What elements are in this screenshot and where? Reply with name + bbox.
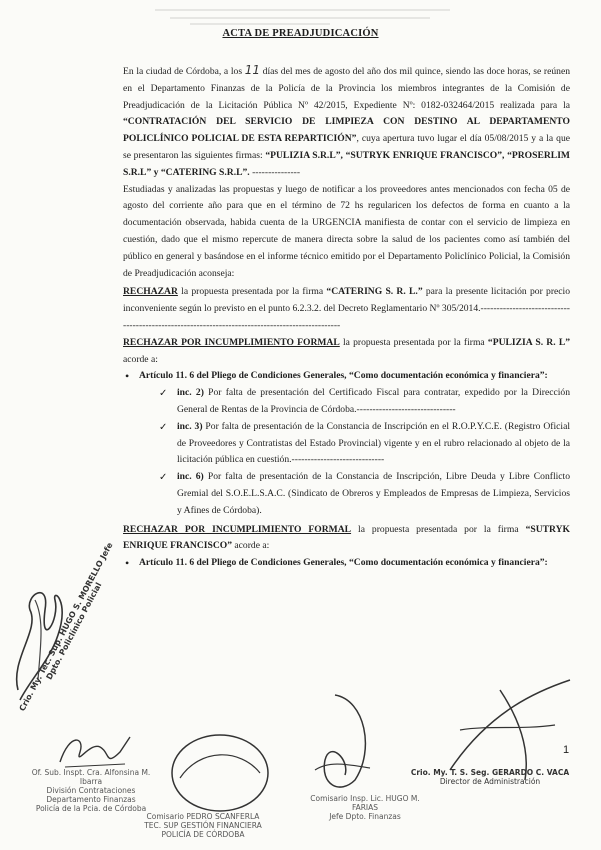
- paragraph-reject-pulizia: RECHAZAR POR INCUMPLIMIENTO FORMAL la propuesta presentada por la firma “PULIZIA S. R. L” acorde a:: [123, 336, 571, 365]
- stamp-vaca: Crio. My. T. S. Seg. GERARDO C. VACA Director de Administración: [410, 768, 570, 786]
- bleed-through-text: [150, 4, 470, 28]
- paragraph-analysis: Estudiadas y analizadas las propuestas y luego de notificar a los proveedores antes mencionados con fecha 05 de agosto del corriente año para que en el término de 72 hs regularicen los defectos de forma en cuanto a la documentación observada, habida cuenta de la URGENCIA manifiesta de contar con el servicio de limpieza en cuestión, dado que el mismo repercute de manera directa sobre la salud de los pacientes como así también del público en general y basándose en el informe técnico emitido por el Departamento Policlínico Policial, la Comisión de Preadjudicación aconseja:: [123, 183, 570, 279]
- checkmark-icon: ✓: [159, 388, 168, 400]
- document-title: ACTA DE PREADJUDICACIÓN: [222, 28, 379, 39]
- checkmark-icon: ✓: [159, 472, 168, 484]
- signature-2: [160, 718, 280, 818]
- paragraph-reject-catering: RECHAZAR la propuesta presentada por la firma “CATERING S. R. L.” para la presente licitación por precio inconveniente según lo previsto en el punto 6.2.3.2. del Decreto Reglamentario Nº 305/2014.------------------------------------------------------------------------------------------------: [123, 286, 570, 331]
- stamp-contrataciones: Of. Sub. Inspt. Cra. Alfonsina M. Ibarra División Contrataciones Departamento Finanzas Policía de la Pcia. de Córdoba: [31, 768, 151, 813]
- checkmark-icon: ✓: [159, 421, 168, 433]
- incisos-list: [139, 385, 570, 519]
- stamp-scanferla: Comisario PEDRO SCANFERLA TEC. SUP GESTIÓN FINANCIERA POLICÍA DE CÓRDOBA: [144, 812, 262, 839]
- signature-3: [295, 690, 395, 800]
- article-list-pulizia: [123, 368, 570, 519]
- document-body: [123, 62, 570, 572]
- list-item: ✓ inc. 6) Por falta de presentación de la Constancia de Inscripción, Libre Deuda y Libre Conflicto Gremial del S.O.E.L.S.A.C. (Sindicato de Obreros y Empleados de Empresas de Limpieza, Servicios y Afines de Córdoba).: [159, 471, 570, 516]
- paragraph-reject-sutryk: RECHAZAR POR INCUMPLIMIENTO FORMAL la propuesta presentada por la firma “SUTRYK ENRIQUE FRANCISCO” acorde a:: [123, 523, 571, 552]
- page-number: 1: [563, 744, 570, 756]
- stamp-farias: Comisario Insp. Lic. HUGO M. FARIAS Jefe Dpto. Finanzas: [310, 794, 420, 821]
- list-item: ✓ inc. 2) Por falta de presentación del Certificado Fiscal para contratar, expedido por la Dirección General de Rentas de la Provincia de Córdoba.-------------------------------: [159, 387, 570, 415]
- handwritten-day: 11: [244, 63, 260, 77]
- list-item: ✓ inc. 3) Por falta de presentación de la Constancia de Inscripción en el R.O.P.Y.C.E. (Registro Oficial de Proveedores y Contratistas del Estado Provincial) vigente y en el rubro relacionado al objeto de la licitación pública en cuestión.-----------------------------: [159, 420, 570, 466]
- paragraph-opening: En la ciudad de Córdoba, a los 11 días del mes de agosto del año dos mil quince, siendo las doce horas, se reúnen en el Departamento Finanzas de la Policía de la Provincia los miembros integrantes de la Comisión de Preadjudicación de la Licitación Pública Nº 42/2015, Expediente Nº: 0182-032464/2015 realizada para la “CONTRATACIÓN DEL SERVICIO DE LIMPIEZA CON DESTINO AL DEPARTAMENTO POLICLÍNICO POLICIAL DE ESTA REPARTICIÓN”, cuya apertura tuvo lugar el día 05/08/2015 y a la que se presentaron las siguientes firmas: “PULIZIA S.R.L”, “SUTRYK ENRIQUE FRANCISCO”, “PROSERLIM S.R.L” y “CATERING S.R.L”. ---------------: [123, 63, 571, 178]
- article-list-sutryk: [123, 555, 570, 572]
- list-item: • Artículo 11. 6 del Pliego de Condiciones Generales, “Como documentación económica y financiera”:: [123, 555, 570, 572]
- list-item: • Artículo 11. 6 del Pliego de Condiciones Generales, “Como documentación económica y financiera”: ✓ inc. 2) Por falta de presentación del Certificado Fiscal para contratar, expedido por la Dirección General de Rentas de la Provincia de Córdoba.------------------------------- ✓ inc. 3) Por falta de presentación de la Constancia de Inscripción en el R.O.P.Y.C.E. (Registro Oficial de Proveedores y Contratistas del Estado Provincial) vigente y en el rubro relacionado al objeto de la licitación pública en cuestión.----------------------------- ✓ inc. 6) Por falta de presentación de la Constancia de Inscripción, Libre Deuda y Libre Conflicto Gremial del S.O.E.L.S.A.C. (Sindicato de Obreros y Empleados de Empresas de Limpieza, Servicios y Afines de Córdoba).: [123, 368, 570, 519]
- left-vertical-stamp: Crio. My. Tec. Sup. HUGO S. MORELLO Jefe Dpto. Policlínico Policial: [17, 541, 115, 713]
